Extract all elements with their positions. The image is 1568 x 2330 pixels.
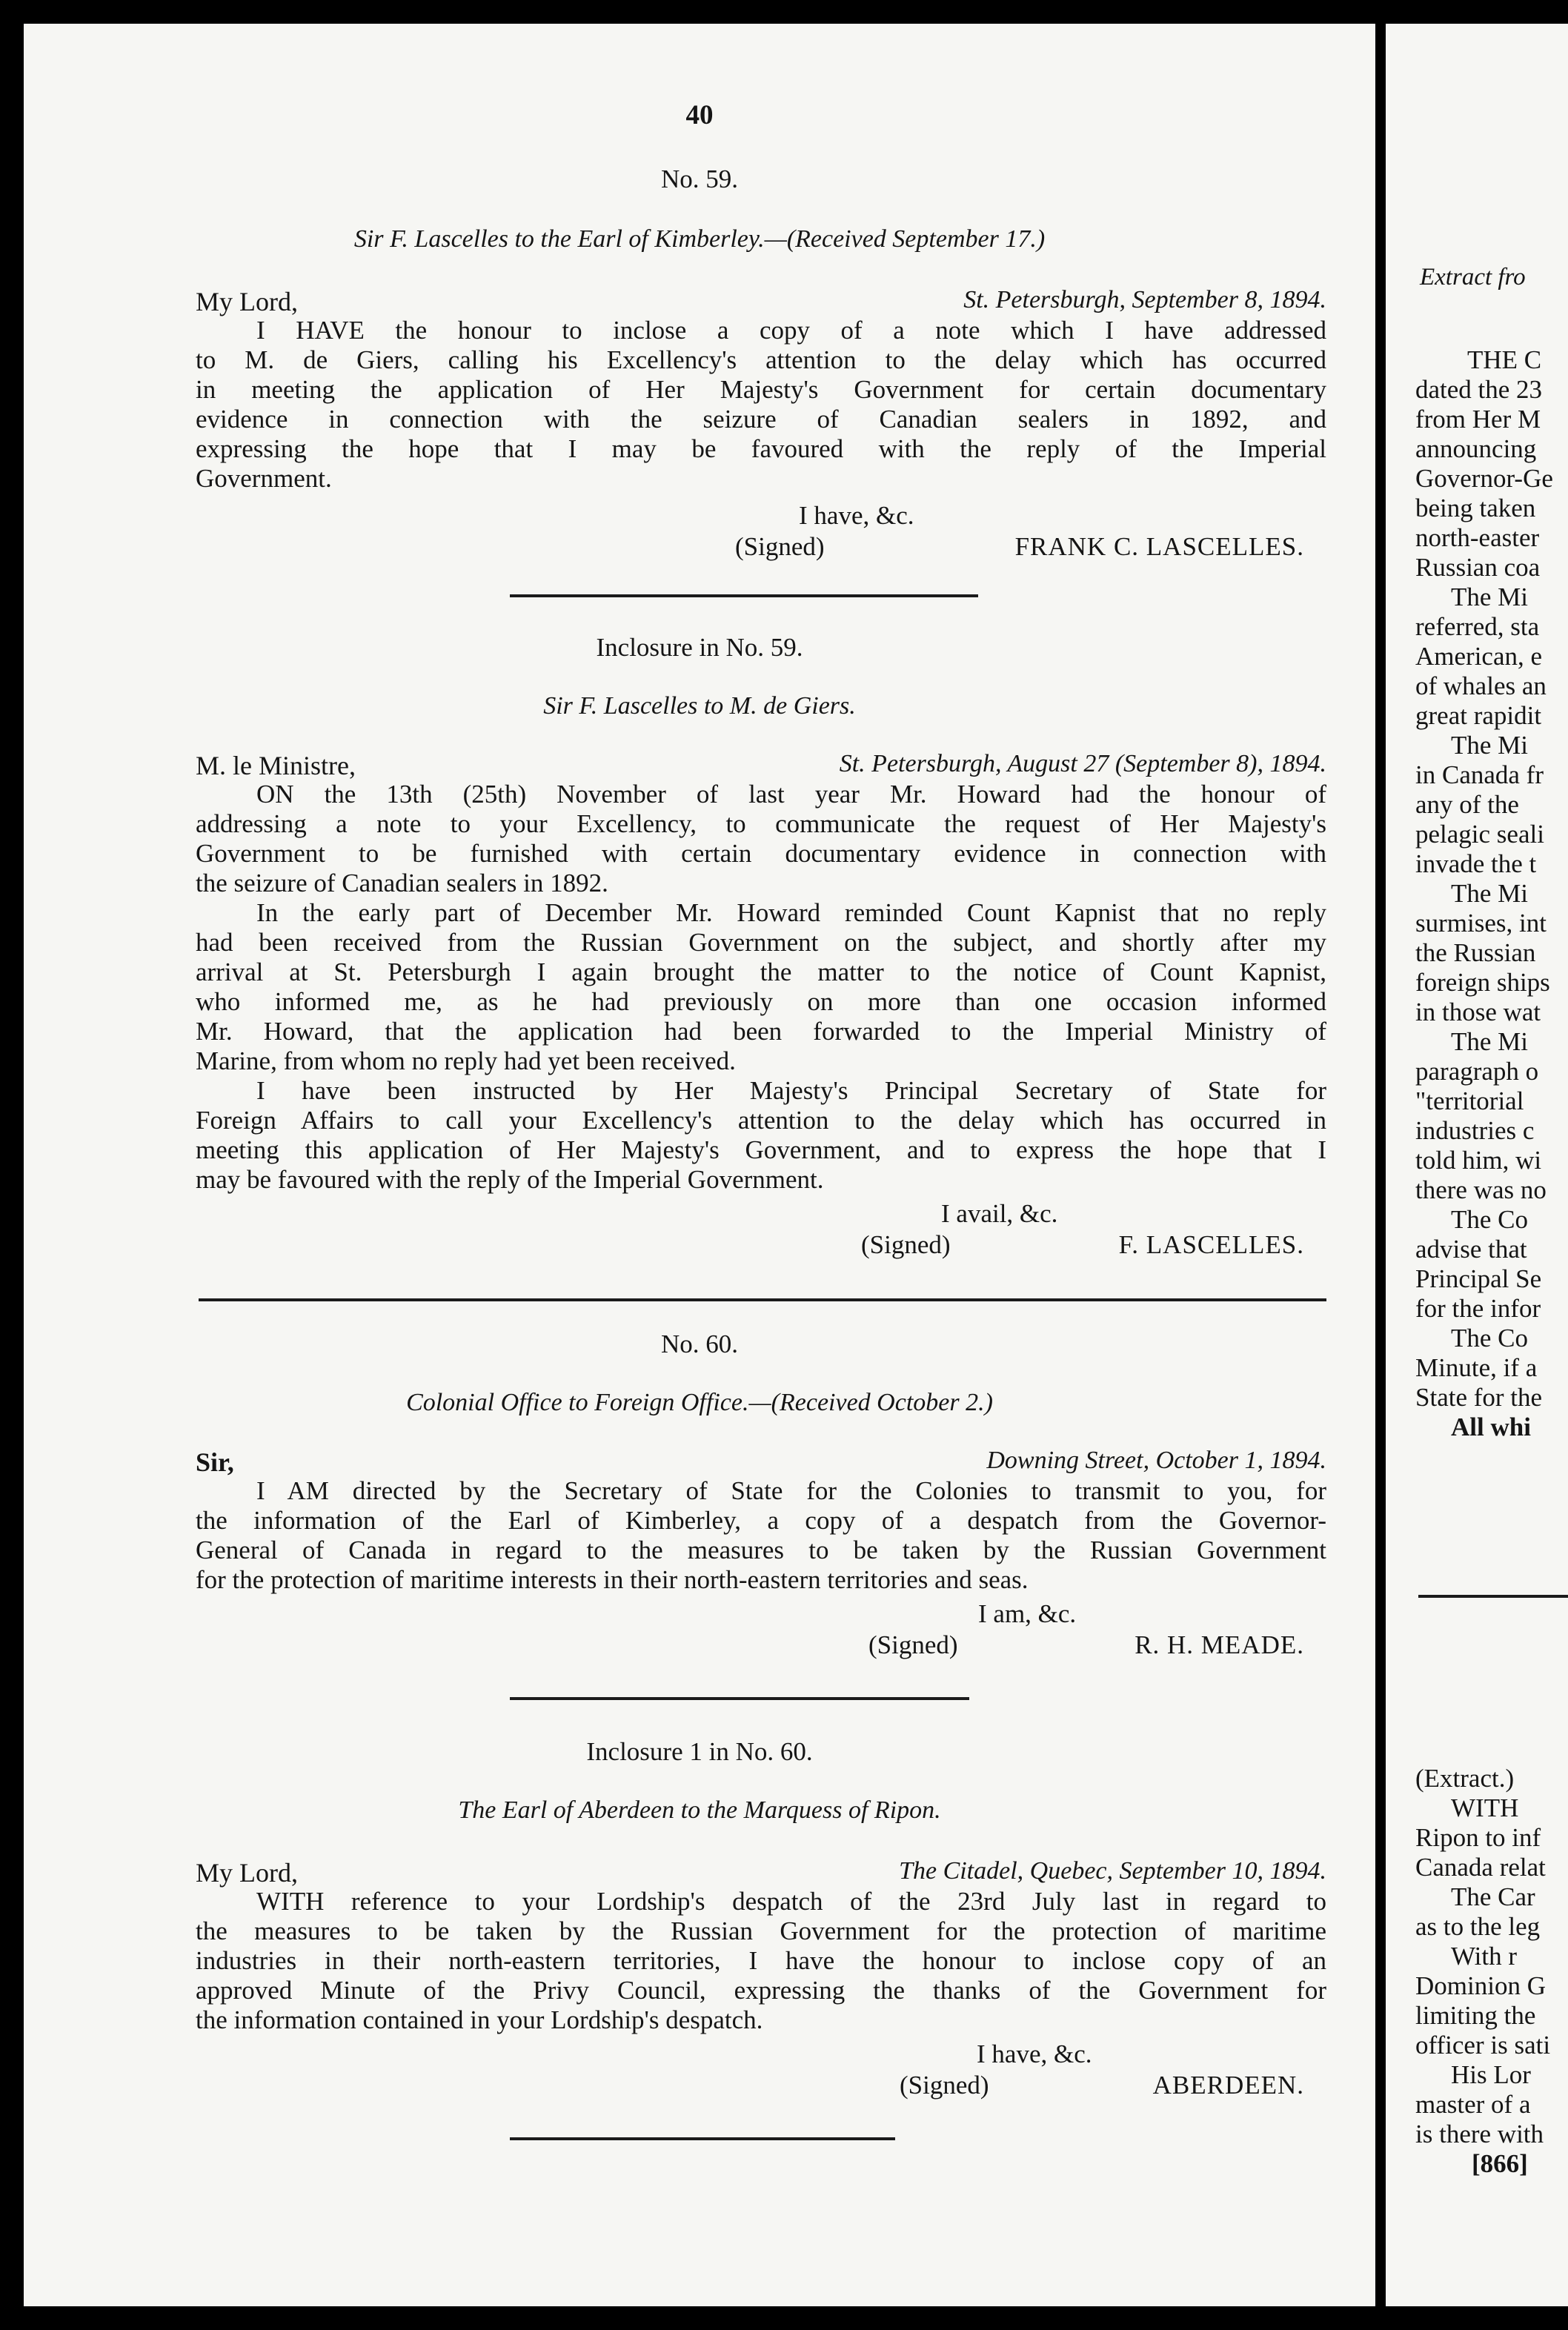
doc59-heading: No. 59. — [660, 165, 739, 193]
doc59-body-line: I HAVE the honour to inclose a copy of a note which I have addressed — [256, 316, 1326, 345]
right-line: Dominion G — [1415, 1971, 1546, 2000]
inc59-para1-line: the seizure of Canadian sealers in 1892. — [196, 869, 608, 897]
right-line: the Russian — [1415, 938, 1536, 967]
right-line: advise that — [1415, 1235, 1527, 1264]
right-page-fragment — [1386, 24, 1568, 2306]
right-line: With r — [1451, 1942, 1517, 1971]
inc60-body-line: the information contained in your Lordship's despatch. — [196, 2005, 763, 2034]
inc60-signed: (Signed) — [900, 2071, 989, 2100]
inc59-title: Sir F. Lascelles to M. de Giers. — [543, 692, 856, 720]
right-line: referred, sta — [1415, 612, 1540, 641]
right-line: WITH — [1451, 1793, 1519, 1822]
right-line: The Mi — [1451, 582, 1529, 611]
inc60-salutation: My Lord, — [196, 1858, 298, 1888]
right-line: officer is sati — [1415, 2031, 1551, 2060]
right-line: His Lor — [1451, 2060, 1531, 2089]
right-line: of whales an — [1415, 671, 1547, 700]
inc59-para2-line: had been received from the Russian Government on the subject, and shortly after my — [196, 928, 1326, 957]
right-line: paragraph o — [1415, 1057, 1539, 1086]
inc59-heading: Inclosure in No. 59. — [596, 633, 803, 662]
right-line: Governor-Ge — [1415, 464, 1553, 493]
right-line: for the infor — [1415, 1294, 1541, 1323]
right-line: Ripon to inf — [1415, 1823, 1541, 1852]
doc60-body-line: I AM directed by the Secretary of State for the Colonies to transmit to you, for — [256, 1476, 1326, 1505]
page-number: 40 — [685, 100, 714, 130]
section-divider-long — [199, 1298, 1326, 1301]
left-page — [24, 24, 1375, 2306]
section-divider — [510, 594, 978, 597]
inc59-para1-line: ON the 13th (25th) November of last year Mr. Howard had the honour of — [256, 780, 1326, 809]
right-line: "territorial — [1415, 1086, 1524, 1115]
right-line: announcing — [1415, 434, 1537, 463]
inc59-para1-line: addressing a note to your Excellency, to communicate the request of Her Majesty's — [196, 809, 1326, 838]
inc59-para1-line: Government to be furnished with certain documentary evidence in connection with — [196, 839, 1326, 868]
right-line: Principal Se — [1415, 1264, 1542, 1293]
doc60-salutation: Sir, — [196, 1447, 234, 1477]
right-line: told him, wi — [1415, 1146, 1542, 1175]
right-line: there was no — [1415, 1175, 1547, 1204]
inc60-body-line: the measures to be taken by the Russian Government for the protection of maritime — [196, 1916, 1326, 1945]
right-line: dated the 23 — [1415, 375, 1543, 404]
right-line: The Mi — [1451, 731, 1529, 760]
doc59-signer: FRANK C. LASCELLES. — [1014, 532, 1304, 561]
inc60-heading: Inclosure 1 in No. 60. — [586, 1737, 813, 1766]
inc59-para2-line: Mr. Howard, that the application had been forwarded to the Imperial Ministry of — [196, 1017, 1326, 1046]
right-line: in Canada fr — [1415, 760, 1544, 789]
inc59-para2-line: Marine, from whom no reply had yet been received. — [196, 1046, 736, 1075]
doc60-body-line: for the protection of maritime interests in their north-eastern territories and seas. — [196, 1565, 1029, 1594]
right-line: pelagic seali — [1415, 820, 1544, 849]
right-line: in those wat — [1415, 998, 1541, 1026]
doc59-body-line: in meeting the application of Her Majesty's Government for certain documentary — [196, 375, 1326, 404]
inc60-body-line: industries in their north-eastern territories, I have the honour to inclose copy of an — [196, 1946, 1326, 1975]
right-line: Extract fro — [1420, 264, 1526, 291]
doc59-body-line: Government. — [196, 464, 332, 493]
doc60-signer: R. H. MEADE. — [1135, 1630, 1304, 1659]
right-line: The Co — [1451, 1324, 1529, 1352]
doc59-salutation: My Lord, — [196, 287, 298, 316]
doc60-closing: I am, &c. — [978, 1599, 1077, 1628]
right-line: being taken — [1415, 494, 1536, 522]
right-line: State for the — [1415, 1383, 1543, 1412]
right-line: Russian coa — [1415, 553, 1541, 582]
right-line: All whi — [1451, 1413, 1531, 1441]
inc59-salutation: M. le Ministre, — [196, 751, 356, 780]
inc60-body-line: WITH reference to your Lordship's despatch of the 23rd July last in regard to — [256, 1887, 1326, 1916]
inc60-signer: ABERDEEN. — [1152, 2071, 1304, 2100]
inc60-title: The Earl of Aberdeen to the Marquess of Ripon. — [458, 1796, 941, 1824]
doc60-dateline: Downing Street, October 1, 1894. — [986, 1447, 1326, 1474]
inc59-closing: I avail, &c. — [941, 1199, 1058, 1228]
right-line: as to the leg — [1415, 1912, 1541, 1941]
right-section-divider — [1418, 1595, 1568, 1598]
doc59-body-line: to M. de Giers, calling his Excellency's attention to the delay which has occurred — [196, 345, 1326, 374]
inc59-dateline: St. Petersburgh, August 27 (September 8), 1894. — [839, 750, 1326, 777]
section-divider — [510, 2137, 895, 2140]
inc60-dateline: The Citadel, Quebec, September 10, 1894. — [899, 1857, 1326, 1885]
doc60-body-line: General of Canada in regard to the measures to be taken by the Russian Government — [196, 1536, 1326, 1564]
right-line: (Extract.) — [1415, 1764, 1515, 1793]
doc59-dateline: St. Petersburgh, September 8, 1894. — [963, 286, 1326, 313]
inc59-para2-line: who informed me, as he had previously on more than one occasion informed — [196, 987, 1326, 1016]
right-line: invade the t — [1415, 849, 1537, 878]
right-line: The Mi — [1451, 879, 1529, 908]
doc60-body-line: the information of the Earl of Kimberley, a copy of a despatch from the Governor- — [196, 1506, 1326, 1535]
inc59-para2-line: arrival at St. Petersburgh I again brought the matter to the notice of Count Kapnist, — [196, 957, 1326, 986]
right-line: master of a — [1415, 2090, 1531, 2119]
inc59-para3-line: meeting this application of Her Majesty's Government, and to express the hope that I — [196, 1135, 1326, 1164]
doc60-heading: No. 60. — [660, 1330, 739, 1358]
right-line: The Car — [1451, 1882, 1535, 1911]
inc59-signer: F. LASCELLES. — [1118, 1230, 1304, 1259]
right-line: The Mi — [1451, 1027, 1529, 1056]
right-line: foreign ships — [1415, 968, 1550, 997]
right-line: limiting the — [1415, 2001, 1536, 2030]
inc59-para3-line: I have been instructed by Her Majesty's Principal Secretary of State for — [256, 1076, 1326, 1105]
inc60-closing: I have, &c. — [977, 2039, 1092, 2068]
inc60-body-line: approved Minute of the Privy Council, expressing the thanks of the Government for — [196, 1976, 1326, 2005]
inc59-para3-line: Foreign Affairs to call your Excellency's attention to the delay which has occurred in — [196, 1106, 1326, 1135]
doc60-signed: (Signed) — [868, 1630, 958, 1659]
right-line: THE C — [1467, 345, 1542, 374]
doc59-body-line: expressing the hope that I may be favoured with the reply of the Imperial — [196, 434, 1326, 463]
right-line: Canada relat — [1415, 1853, 1546, 1882]
doc60-title: Colonial Office to Foreign Office.—(Received October 2.) — [406, 1389, 993, 1416]
right-line: from Her M — [1415, 405, 1541, 434]
section-divider — [510, 1697, 969, 1700]
inc59-para2-line: In the early part of December Mr. Howard reminded Count Kapnist that no reply — [256, 898, 1326, 927]
inc59-signed: (Signed) — [861, 1230, 951, 1259]
right-line: The Co — [1451, 1205, 1529, 1234]
inc59-para3-line: may be favoured with the reply of the Imperial Government. — [196, 1165, 824, 1194]
right-line: industries c — [1415, 1116, 1535, 1145]
right-line: American, e — [1415, 642, 1543, 671]
doc59-closing: I have, &c. — [799, 501, 914, 530]
doc59-title: Sir F. Lascelles to the Earl of Kimberley.—(Received September 17.) — [353, 225, 1046, 253]
doc59-signed: (Signed) — [735, 532, 825, 561]
right-line: any of the — [1415, 790, 1519, 819]
doc59-body-line: evidence in connection with the seizure of Canadian sealers in 1892, and — [196, 405, 1326, 434]
right-line: Minute, if a — [1415, 1353, 1538, 1382]
right-line: surmises, int — [1415, 909, 1547, 937]
right-line: north-easter — [1415, 523, 1540, 552]
right-signature-mark: [866] — [1472, 2149, 1528, 2178]
right-line: great rapidit — [1415, 701, 1542, 730]
right-line: is there with — [1415, 2120, 1544, 2148]
